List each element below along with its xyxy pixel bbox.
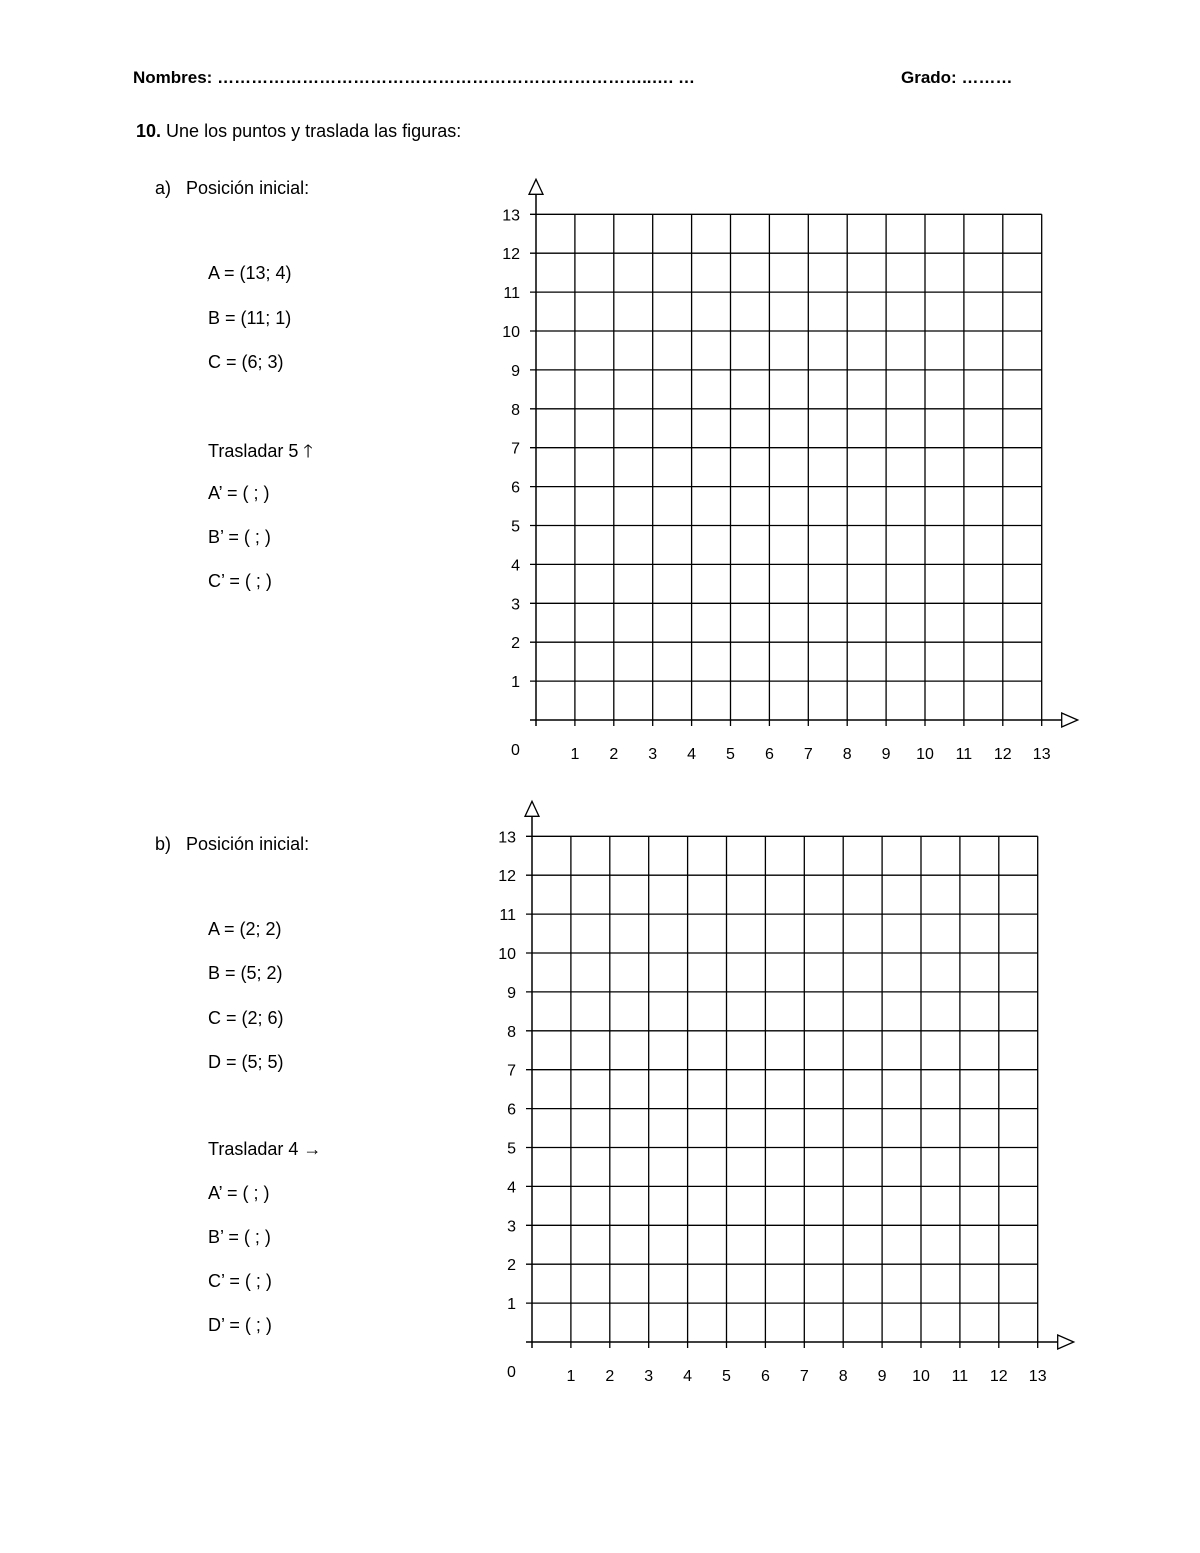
- part-a-answer-c[interactable]: C’ = ( ; ): [208, 571, 272, 591]
- part-a-point-a: A = (13; 4): [208, 263, 292, 283]
- grid-a-y-tick-label: 1: [511, 674, 520, 692]
- grid-a-x-tick-label: 13: [1032, 746, 1051, 763]
- part-a-answer-b[interactable]: B’ = ( ; ): [208, 527, 271, 547]
- grid-b-y-tick-label: 4: [507, 1179, 516, 1197]
- grid-a-x-arrow-icon: [1062, 713, 1078, 727]
- part-b-answer-b[interactable]: B’ = ( ; ): [208, 1227, 271, 1247]
- grid-b-y-tick-label: 6: [507, 1101, 516, 1119]
- grid-a-x-tick-label: 2: [609, 746, 619, 763]
- grid-a[interactable]: [502, 179, 1077, 763]
- grid-b-y-tick-label: 8: [507, 1023, 516, 1041]
- grid-a-x-tick-label: 12: [993, 746, 1012, 763]
- grid-a-y-arrow-icon: [529, 179, 543, 194]
- grid-b-y-arrow-icon: [525, 801, 539, 816]
- grid-b-x-tick-label: 6: [760, 1368, 770, 1385]
- grid-b-y-tick-label: 13: [498, 829, 516, 847]
- grid-a-y-tick-label: 12: [502, 246, 520, 264]
- grid-b-origin-label: 0: [507, 1364, 516, 1381]
- grid-b-y-tick-label: 9: [507, 984, 516, 1002]
- question-text: Une los puntos y traslada las figuras:: [166, 121, 462, 141]
- grid-b-x-tick-label: 10: [912, 1368, 930, 1385]
- grado-field[interactable]: Grado: ………: [901, 68, 1013, 87]
- grid-b-x-arrow-icon: [1058, 1335, 1074, 1349]
- grid-a-y-tick-label: 8: [511, 401, 520, 419]
- part-a-answer-a[interactable]: A’ = ( ; ): [208, 483, 270, 503]
- grid-b[interactable]: [498, 801, 1073, 1385]
- part-b-title: Posición inicial:: [186, 834, 310, 854]
- grid-a-x-tick-label: 7: [803, 746, 813, 763]
- grid-a-y-tick-label: 11: [503, 285, 520, 303]
- grid-b-y-tick-label: 7: [507, 1062, 516, 1080]
- grid-b-x-tick-label: 4: [683, 1368, 693, 1385]
- nombres-field[interactable]: Nombres: …………………………………………………………………..…. …: [133, 68, 695, 87]
- grid-a-x-tick-label: 4: [687, 746, 697, 763]
- grid-b-y-tick-label: 11: [499, 907, 516, 925]
- grid-a-y-tick-label: 10: [502, 324, 520, 341]
- grid-a-x-tick-label: 5: [726, 746, 735, 763]
- part-a-point-c: C = (6; 3): [208, 352, 284, 372]
- grid-a-x-tick-label: 11: [955, 746, 973, 763]
- grid-b-y-tick-label: 1: [507, 1296, 516, 1314]
- part-b-label: b): [155, 834, 172, 854]
- grid-a-x-tick-label: 8: [842, 746, 852, 763]
- grid-b-x-tick-label: 11: [951, 1368, 969, 1385]
- grid-b-x-tick-label: 7: [799, 1368, 809, 1385]
- part-b-answer-c[interactable]: C’ = ( ; ): [208, 1271, 272, 1291]
- grid-b-x-tick-label: 13: [1028, 1368, 1047, 1385]
- question-number: 10.: [136, 121, 162, 141]
- part-a-label: a): [155, 178, 172, 198]
- grid-a-y-tick-label: 3: [511, 596, 520, 614]
- part-b-point-a: A = (2; 2): [208, 919, 282, 939]
- part-b-point-b: B = (5; 2): [208, 963, 283, 983]
- grid-a-origin-label: 0: [511, 742, 520, 759]
- grid-b-x-tick-label: 8: [838, 1368, 848, 1385]
- grid-b-x-tick-label: 5: [722, 1368, 731, 1385]
- grid-b-x-tick-label: 12: [989, 1368, 1008, 1385]
- grid-a-y-tick-label: 2: [511, 635, 520, 653]
- part-b-point-d: D = (5; 5): [208, 1052, 284, 1072]
- part-b-point-c: C = (2; 6): [208, 1008, 284, 1028]
- grid-b-x-tick-label: 9: [877, 1368, 887, 1385]
- grid-a-y-tick-label: 7: [511, 440, 520, 458]
- grid-b-y-tick-label: 5: [507, 1140, 516, 1158]
- grid-a-x-tick-label: 10: [916, 746, 934, 763]
- grid-b-y-tick-label: 12: [498, 868, 516, 886]
- grid-a-x-tick-label: 3: [648, 746, 658, 763]
- grid-b-x-tick-label: 2: [605, 1368, 615, 1385]
- grid-a-y-tick-label: 4: [511, 557, 520, 575]
- grid-a-x-tick-label: 9: [881, 746, 891, 763]
- grid-a-y-tick-label: 6: [511, 479, 520, 497]
- part-b-answer-d[interactable]: D’ = ( ; ): [208, 1315, 272, 1335]
- part-a-point-b: B = (11; 1): [208, 308, 292, 328]
- grid-a-x-tick-label: 6: [764, 746, 774, 763]
- grid-a-y-tick-label: 13: [502, 207, 520, 225]
- grid-a-y-tick-label: 5: [511, 518, 520, 536]
- part-b-answer-a[interactable]: A’ = ( ; ): [208, 1183, 270, 1203]
- grid-b-x-tick-label: 3: [644, 1368, 654, 1385]
- grid-b-y-tick-label: 10: [498, 946, 516, 963]
- grid-b-y-tick-label: 2: [507, 1257, 516, 1275]
- part-a-title: Posición inicial:: [186, 178, 310, 198]
- grid-a-y-tick-label: 9: [511, 362, 520, 380]
- part-b-instruction: Trasladar 4 →: [208, 1139, 322, 1159]
- grid-b-y-tick-label: 3: [507, 1218, 516, 1236]
- grid-a-x-tick-label: 1: [570, 746, 580, 763]
- grid-b-x-tick-label: 1: [566, 1368, 576, 1385]
- part-a-instruction: Trasladar 5 🡑: [208, 441, 313, 461]
